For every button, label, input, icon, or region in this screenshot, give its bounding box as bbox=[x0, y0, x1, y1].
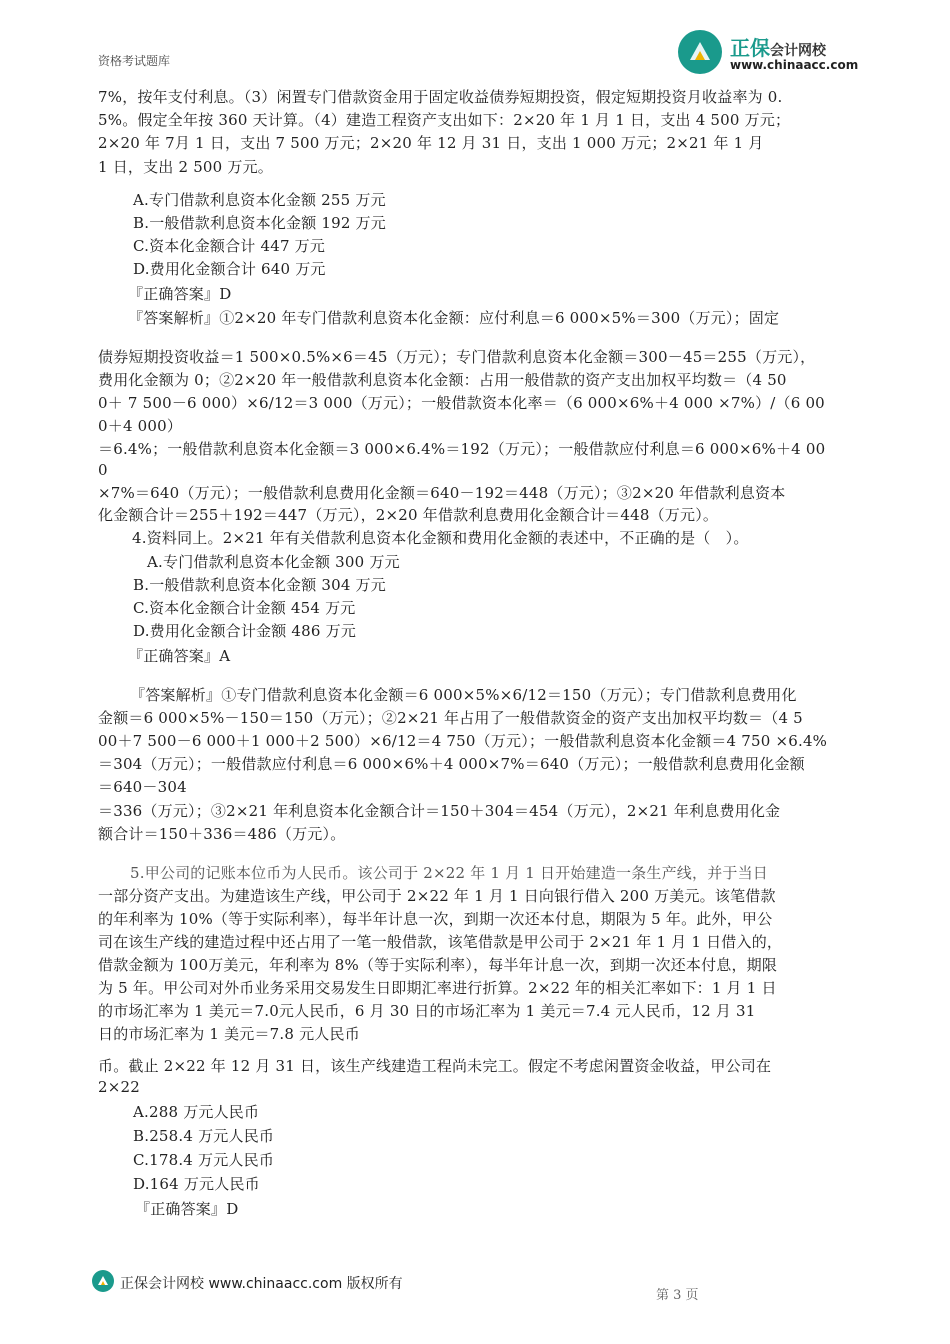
q5-stem-line-cut: 2×22 bbox=[98, 1078, 140, 1096]
q4-answer: 『正确答案』A bbox=[128, 647, 231, 665]
q5-stem-line: 的年利率为 10%（等于实际利率），每半年计息一次，到期一次还本付息，期限为 5 年。此外，甲公 bbox=[98, 910, 773, 928]
q3-option-c: C.资本化金额合计 447 万元 bbox=[133, 237, 326, 255]
q4-analysis-line: ＝304（万元）；一般借款应付利息＝6 000×6%＋4 000×7%＝640（万元）；一般借款利息费用化金额 bbox=[98, 755, 805, 773]
q5-option-a: A.288 万元人民币 bbox=[133, 1103, 260, 1121]
q3-option-d: D.费用化金额合计 640 万元 bbox=[133, 260, 326, 278]
q3-stem-line: 5%。假定全年按 360 天计算。（4）建造工程资产支出如下：2×20 年 1 月 1 日，支出 4 500 万元； bbox=[98, 111, 791, 129]
q4-stem: 4.资料同上。2×21 年有关借款利息资本化金额和费用化金额的表述中，不正确的是（ ）。 bbox=[132, 529, 749, 547]
q4-option-c: C.资本化金额合计金额 454 万元 bbox=[133, 599, 356, 617]
q3-analysis-line: 0＋4 000） bbox=[98, 417, 183, 435]
page-number: 第 3 页 bbox=[656, 1288, 699, 1303]
q4-option-d: D.费用化金额合计金额 486 万元 bbox=[133, 622, 357, 640]
q5-option-d: D.164 万元人民币 bbox=[133, 1175, 260, 1193]
q3-stem-line: 2×20 年 7月 1 日，支出 7 500 万元；2×20 年 12 月 31 日，支出 1 000 万元；2×21 年 1 月 bbox=[98, 134, 764, 152]
brand-url: www.chinaacc.com bbox=[730, 58, 859, 72]
q4-analysis-line: ＝336（万元）；③2×21 年利息资本化金额合计＝150＋304＝454（万元），2×21 年利息费用化金 bbox=[98, 802, 781, 820]
q3-stem-line: 7%，按年支付利息。（3）闲置专门借款资金用于固定收益债券短期投资，假定短期投资月收益率为 0. bbox=[98, 88, 783, 106]
q5-stem-line: 日的市场汇率为 1 美元＝7.8 元人民币 bbox=[98, 1025, 360, 1043]
brand-name: 正保会计网校 bbox=[730, 36, 826, 60]
brand-logo[interactable] bbox=[678, 26, 878, 78]
q3-option-b: B.一般借款利息资本化金额 192 万元 bbox=[133, 214, 386, 232]
q5-stem-cut: 5.甲公司的记账本位币为人民币。该公司于 2×22 年 1 月 1 日开始建造一条生产线，并于当日 bbox=[130, 864, 769, 882]
q4-analysis-line: 金额＝6 000×5%－150＝150（万元）；②2×21 年占用了一般借款资金的资产支出加权平均数＝（4 5 bbox=[98, 709, 803, 727]
q5-stem-line: 司在该生产线的建造过程中还占用了一笔一般借款，该笔借款是甲公司于 2×21 年 1 月 1 日借入的， bbox=[98, 933, 783, 951]
q3-analysis-line: 债券短期投资收益＝1 500×0.5%×6＝45（万元）；专门借款利息资本化金额＝300－45＝255（万元）， bbox=[98, 348, 816, 366]
q4-analysis-line: 『答案解析』①专门借款利息资本化金额＝6 000×5%×6/12＝150（万元）；专门借款利息费用化 bbox=[130, 686, 797, 704]
header-cut-text: 资格考试题库 bbox=[98, 54, 171, 68]
q3-stem-line-cut: 1 日，支出 2 500 万元。 bbox=[98, 158, 273, 176]
q5-stem-line: 为 5 年。甲公司对外币业务采用交易发生日即期汇率进行折算。2×22 年的相关汇率如下：1 月 1 日 bbox=[98, 979, 777, 997]
q5-option-c: C.178.4 万元人民币 bbox=[133, 1151, 275, 1169]
q3-analysis-line: 费用化金额为 0；②2×20 年一般借款利息资本化金额：占用一般借款的资产支出加权平均数＝（4 50 bbox=[98, 371, 787, 389]
q3-analysis-line: 0 bbox=[98, 461, 108, 479]
q5-answer: 『正确答案』D bbox=[135, 1200, 239, 1218]
footer-copyright: 正保会计网校 www.chinaacc.com 版权所有 bbox=[120, 1276, 403, 1292]
q5-option-b: B.258.4 万元人民币 bbox=[133, 1127, 275, 1145]
q5-stem-line: 一部分资产支出。为建造该生产线，甲公司于 2×22 年 1 月 1 日向银行借入 200 万美元。该笔借款 bbox=[98, 887, 776, 905]
q4-analysis-line: 00＋7 500－6 000＋1 000＋2 500）×6/12＝4 750（万元）；一般借款利息资本化金额＝4 750 ×6.4% bbox=[98, 732, 828, 750]
q5-stem-line: 的市场汇率为 1 美元＝7.0元人民币，6 月 30 日的市场汇率为 1 美元＝7.4 元人民币，12 月 31 bbox=[98, 1002, 756, 1020]
q3-analysis-line-cut: 化金额合计＝255＋192＝447（万元），2×20 年借款利息费用化金额合计＝448（万元）。 bbox=[98, 506, 719, 524]
q5-stem-line: 借款金额为 100万美元，年利率为 8%（等于实际利率），每半年计息一次，到期一次还本付息，期限 bbox=[98, 956, 778, 974]
footer-logo-icon bbox=[92, 1270, 114, 1292]
q3-option-a: A.专门借款利息资本化金额 255 万元 bbox=[133, 191, 386, 209]
q4-analysis-line: 额合计＝150＋336＝486（万元）。 bbox=[98, 825, 346, 843]
q3-analysis-line: 『答案解析』①2×20 年专门借款利息资本化金额：应付利息＝6 000×5%＝300（万元）；固定 bbox=[128, 309, 780, 327]
q4-option-a: A.专门借款利息资本化金额 300 万元 bbox=[147, 553, 400, 571]
q3-answer: 『正确答案』D bbox=[128, 285, 232, 303]
q3-analysis-line: 0＋ 7 500－6 000）×6/12＝3 000（万元）；一般借款资本化率＝（6 000×6%＋4 000 ×7%）/（6 00 bbox=[98, 394, 825, 412]
q3-analysis-line: ＝6.4%；一般借款利息资本化金额＝3 000×6.4%＝192（万元）；一般借款应付利息＝6 000×6%＋4 00 bbox=[98, 440, 826, 458]
q3-analysis-line: ×7%＝640（万元）；一般借款利息费用化金额＝640－192＝448（万元）；③2×20 年借款利息资本 bbox=[98, 484, 786, 502]
q5-stem-line: 币。截止 2×22 年 12 月 31 日，该生产线建造工程尚未完工。假定不考虑闲置资金收益，甲公司在 bbox=[98, 1057, 772, 1075]
logo-emblem-icon bbox=[678, 30, 722, 74]
q4-option-b: B.一般借款利息资本化金额 304 万元 bbox=[133, 576, 386, 594]
q4-analysis-line: ＝640－304 bbox=[98, 778, 187, 796]
